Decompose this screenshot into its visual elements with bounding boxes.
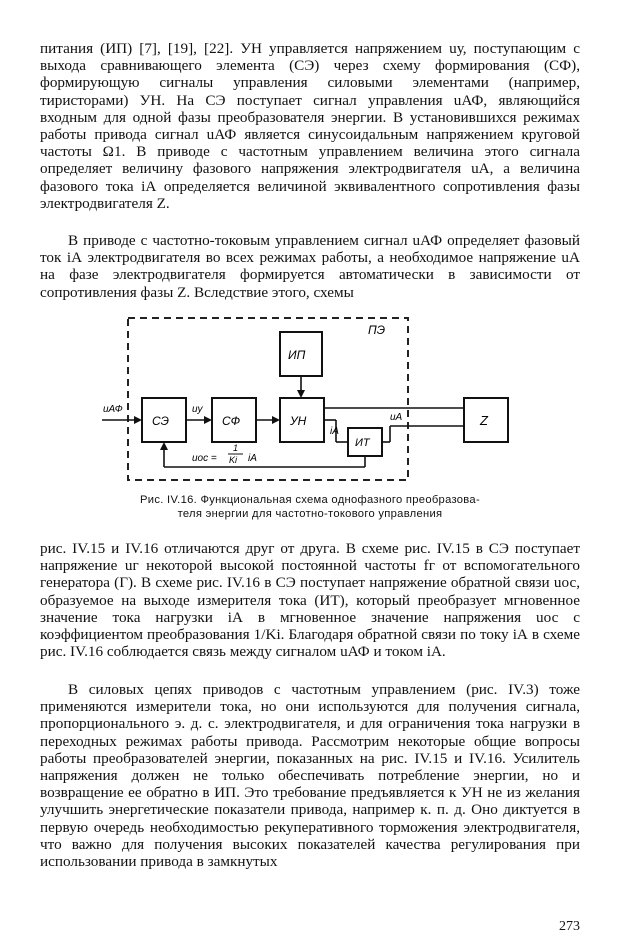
paragraph-2: В приводе с частотно-токовым управлением сигнал uАФ определяет фазовый ток iА электродвигателя во всех режимах работы, а необходимое напряжение uА на фазе электродвигателя формируется автоматически в зависимости от сопротивления фазы Z. Вследствие этого, схемы [40, 232, 580, 301]
ip-un-arrowhead [297, 390, 305, 398]
input-signal-label: uАФ [103, 404, 123, 415]
paragraph-3: рис. IV.15 и IV.16 отличаются друг от друга. В схеме рис. IV.15 в СЭ поступает напряжение uг некоторой высокой постоянной частоты fг от вспомогательного генератора (Г). В схеме рис. IV.16 в СЭ поступает напряжение обратной связи uос, образуемое на выходе измерителя тока (ИТ), который преобразует мгновенное значение тока нагрузки iА в мгновенное значение напряжения uос с коэффициентом преобразования 1/Ki. Благодаря обратной связи по току iА в схеме рис. IV.16 соблюдается связь между сигналом uАФ и током iА. [40, 540, 580, 661]
paragraph-4: В силовых цепях приводов с частотным управлением (рис. IV.3) тоже применяются измерители тока, но они используются для получения сигнала, пропорционального э. д. с. электродвигателя, и для ограничения тока нагрузки в переходных режимах работы привода. Рассмотрим некоторые общие вопросы работы преобразователей энергии, показанных на рис. IV.15 и IV.16. Усилитель напряжения должен не только обеспечивать потребление энергии, но и возвращение ее обратно в ИП. Это требование предъявляется к УН не из желания улучшить энергетические показатели привода, например к. п. д. Оно диктуется в первую очередь необходимостью рекуперативного торможения электродвигателя, что важно для получения высоких показателей качества регулирования при использовании привода в замкнутых [40, 681, 580, 871]
ia-label: iА [330, 426, 339, 437]
feedback-prefix: uос = [192, 453, 217, 464]
un-block-label: УН [290, 414, 307, 428]
se-block-label: СЭ [152, 414, 169, 428]
pe-region-label: ПЭ [368, 323, 386, 337]
ip-block-label: ИП [288, 348, 306, 362]
z-block-label: Z [480, 413, 488, 428]
page-number: 273 [559, 919, 580, 934]
feedback-frac-num: 1 [233, 443, 239, 453]
feedback-arrowhead [160, 442, 168, 450]
sf-block-label: СФ [222, 414, 241, 428]
paragraph-1: питания (ИП) [7], [19], [22]. УН управляется напряжением uу, поступающим с выхода сравнивающего элемента (СЭ) через схему формирования (СФ), формирующую сигналы управления силовыми элементами (например, тиристорами) УН. На СЭ поступает сигнал управления uАФ, являющийся входным для одной фазы преобразователя энергии. В установившихся режимах работы привода сигнал uАФ является синусоидальным напряжением круговой частоты Ω1. В приводе с частотным управлением величина этого сигнала определяет величину фазового напряжения электродвигателя uА, а величина фазового тока iА определяется величиной эквивалентного сопротивления фазы электродвигателя Z. [40, 40, 580, 212]
feedback-suffix: iА [248, 453, 257, 464]
sf-un-arrowhead [272, 416, 280, 424]
input-arrowhead [134, 416, 142, 424]
uy-arrowhead [204, 416, 212, 424]
ua-label: uА [390, 412, 403, 423]
feedback-frac-den: Ki [229, 455, 238, 465]
figure-caption-line1: Рис. IV.16. Функциональная схема однофазного преобразова- [140, 494, 480, 506]
uy-label: uу [192, 404, 203, 415]
figure-caption-line2: теля энергии для частотно-токового управления [177, 508, 443, 520]
it-block-label: ИТ [355, 437, 370, 449]
functional-diagram [100, 310, 530, 488]
